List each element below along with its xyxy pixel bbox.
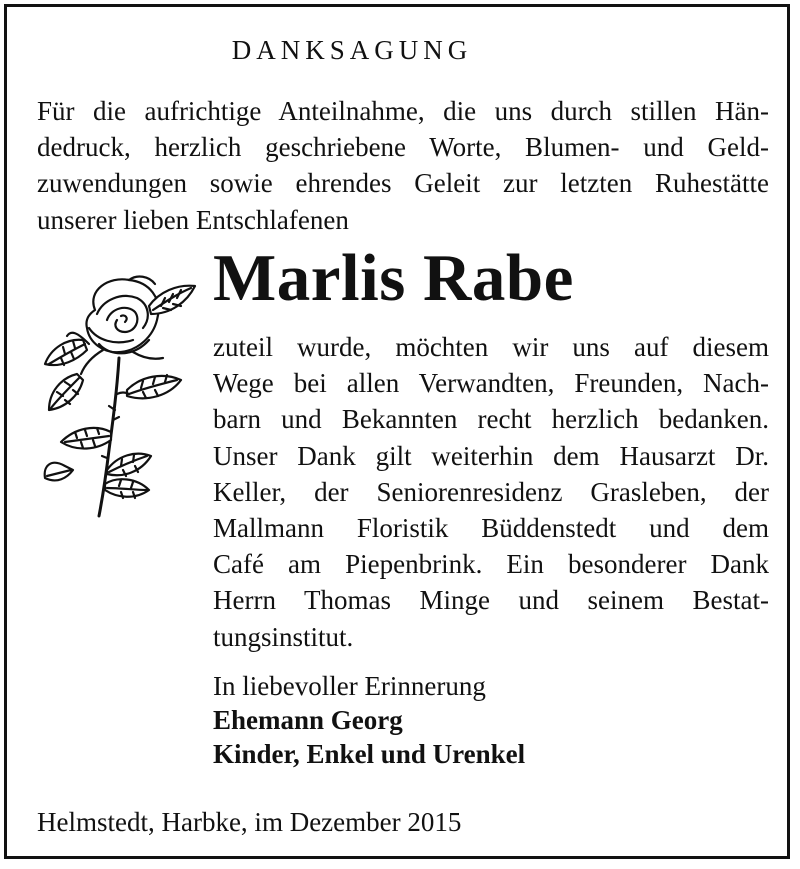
body-line: Herrn Thomas Minge und seinem Bestat-	[213, 585, 769, 616]
body-line: Wege bei allen Verwandten, Freunden, Nach-	[213, 368, 769, 399]
body-line: tungsinstitut.	[213, 621, 354, 652]
body-line: Café am Piepenbrink. Ein besonderer Dank	[213, 549, 769, 580]
body-line: barn und Bekannten recht herzlich bedanken.	[213, 404, 769, 435]
closing-phrase: In liebevoller Erinnerung	[213, 671, 486, 701]
signatory-spouse: Ehemann Georg	[213, 705, 403, 735]
body-line: Keller, der Seniorenresidenz Grasleben, der	[213, 476, 769, 507]
closing-block	[213, 669, 525, 771]
body-line: zuteil wurde, möchten wir uns auf diesem	[213, 332, 769, 362]
notice-heading: DANKSAGUNG	[231, 35, 473, 65]
place-date: Helmstedt, Harbke, im Dezember 2015	[37, 807, 462, 837]
intro-line: zuwendungen sowie ehrendes Geleit zur letzten Ruhestätte	[37, 168, 769, 199]
intro-paragraph	[37, 93, 769, 238]
thanks-paragraph	[213, 329, 769, 655]
body-line: Unser Dank gilt weiterhin dem Hausarzt Dr.	[213, 440, 769, 471]
body-line: Mallmann Floristik Büddenstedt und dem	[213, 512, 769, 543]
rose-icon	[37, 270, 197, 520]
intro-line: Für die aufrichtige Anteilnahme, die uns durch stillen Hän-	[37, 96, 769, 126]
intro-line: unserer lieben Entschlafenen	[37, 204, 349, 235]
death-notice	[4, 4, 790, 859]
intro-line: dedruck, herzlich geschriebene Worte, Blumen- und Geld-	[37, 132, 769, 163]
signatory-family: Kinder, Enkel und Urenkel	[213, 739, 526, 769]
deceased-name: Marlis Rabe	[213, 241, 574, 315]
